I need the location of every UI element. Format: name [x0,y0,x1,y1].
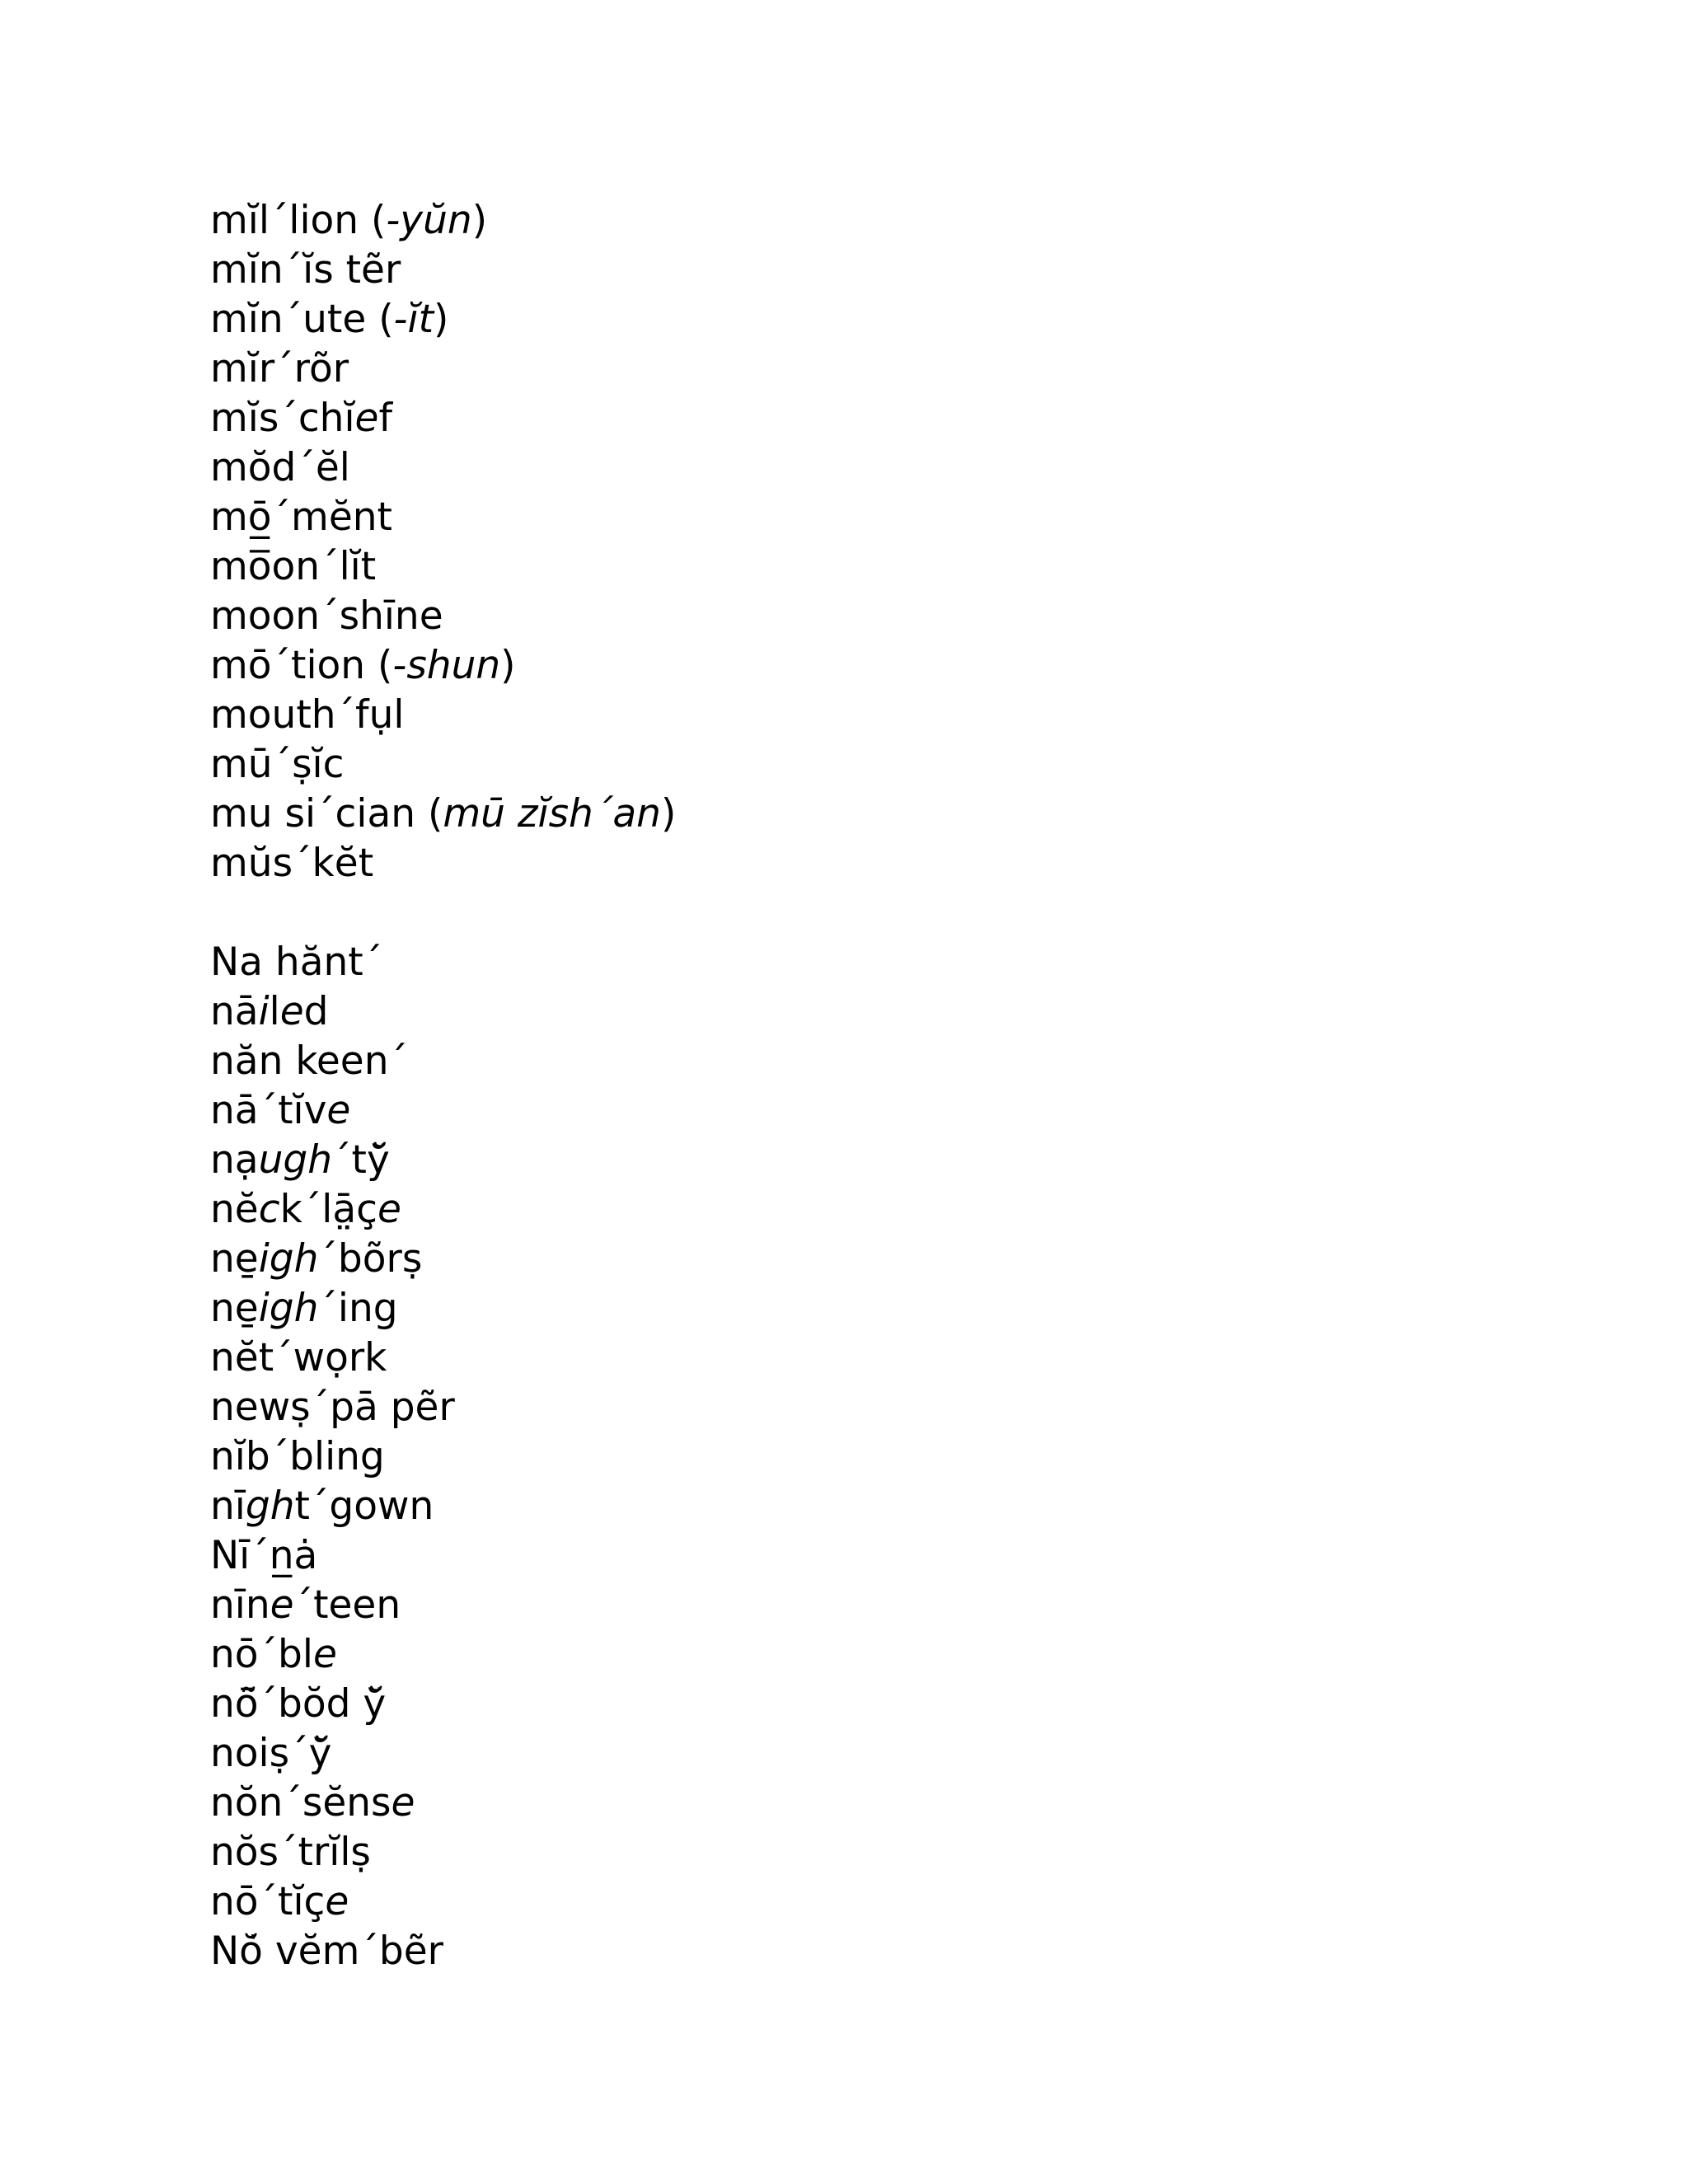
italic-silent-letters: e [391,1780,415,1825]
word-entry [210,542,1447,592]
word-entry [210,1779,1447,1828]
word-text: nĕt´wọrk [210,1335,387,1380]
word-entry [210,740,1447,790]
italic-silent-letters: e [279,989,304,1034]
word-text: nŏn´sĕns [210,1780,392,1825]
word-entry [210,1680,1447,1729]
word-entry [210,641,1447,691]
word-text: ) [500,643,516,688]
word-text: mō´tion ( [210,643,393,688]
word-text: d [303,989,329,1034]
italic-silent-letters: gh [245,1483,295,1529]
word-text: l [269,989,280,1034]
word-entry [210,1877,1447,1927]
word-text: mĭr´rõr [210,346,349,391]
word-text: k´lā̤ç [279,1187,377,1232]
word-entry [210,1333,1447,1383]
word-text: Nŏ̇ vĕm´bẽr [210,1929,443,1974]
word-text: ´tў̆ [332,1137,390,1183]
word-text: ne̱ [210,1286,259,1331]
word-text: nŏs´trĭlṣ [210,1830,371,1875]
word-text: ´teen [293,1582,401,1628]
word-entry [210,1284,1447,1333]
word-text: ) [660,791,677,837]
word-entry [210,1432,1447,1482]
word-entry [210,394,1447,443]
word-text: nō´tĭç [210,1879,326,1924]
word-text: năn keen´ [210,1038,408,1084]
word-text: ) [434,297,449,342]
word-entry [210,1581,1447,1630]
word-text: Nī´n̲ȧ [210,1533,318,1578]
word-text: nā´tĭv [210,1088,327,1133]
italic-silent-letters: e [325,1879,349,1924]
italic-silent-letters: c [258,1187,280,1232]
word-entry [210,1185,1447,1235]
word-text: nō̃´bŏd ў̆ [210,1681,387,1727]
word-text: t´gown [294,1483,434,1529]
word-entry [210,443,1447,493]
word-entry [210,1729,1447,1779]
word-entry [210,1531,1447,1581]
word-entry [210,1927,1447,1976]
word-entry [210,1482,1447,1531]
word-entry [210,246,1447,295]
word-entry [210,691,1447,740]
word-entry [210,196,1447,246]
italic-silent-letters: ugh [258,1137,333,1183]
italic-silent-letters: e [312,1632,337,1677]
word-entry [210,938,1447,987]
word-entry [210,295,1447,344]
italic-silent-letters: igh [258,1236,319,1282]
word-entry [210,1235,1447,1284]
word-text: nīn [210,1582,270,1628]
word-entry [210,1086,1447,1136]
word-entry [210,493,1447,542]
word-text: mouth´fụl [210,692,405,738]
word-text: moon´shīne [210,593,443,639]
italic-silent-letters: -shun [392,643,501,688]
word-text: nạ [210,1137,259,1183]
word-text: nā [210,989,259,1034]
word-text: noiṣ´ў̆ [210,1731,332,1776]
word-text: Na hănt´ [210,940,383,985]
word-text: mĭn´ĭs tẽr [210,247,401,293]
word-text: ne̱ [210,1236,259,1282]
word-text: mĭs´chĭ [210,396,355,441]
word-text: mō̲´mĕnt [210,494,392,540]
italic-silent-letters: igh [258,1286,319,1331]
word-text: nĕ [210,1187,259,1232]
word-entry [210,1383,1447,1432]
word-text: newṣ´pā pẽr [210,1385,455,1430]
italic-silent-letters: e [354,396,379,441]
pronunciation-word-list [210,196,1447,1976]
word-text: ´ing [318,1286,398,1331]
italic-silent-letters: -ĭt [393,297,434,342]
word-entry [210,1828,1447,1877]
italic-silent-letters: mū zĭsh´an [443,791,661,837]
section-spacer [210,888,1447,938]
word-text: mu si´cian ( [210,791,443,837]
word-text: nī [210,1483,246,1529]
word-text: mŭs´kĕt [210,841,374,886]
word-text: mo̅on´lĭt [210,544,377,589]
word-text: nĭb´bling [210,1434,385,1479]
word-entry [210,790,1447,839]
italic-silent-letters: i [258,989,270,1034]
italic-silent-letters: e [326,1088,351,1133]
word-text: f [378,396,392,441]
italic-silent-letters: -yŭn [386,198,472,243]
word-entry [210,1037,1447,1086]
word-entry [210,839,1447,888]
word-text: mĭl´lion ( [210,198,387,243]
word-text: nō´bl [210,1632,313,1677]
italic-silent-letters: e [270,1582,294,1628]
word-entry [210,1136,1447,1185]
word-entry [210,1630,1447,1680]
word-text: mū´ṣĭc [210,742,345,787]
word-entry [210,592,1447,641]
word-entry [210,987,1447,1037]
word-text: mĭn´ute ( [210,297,394,342]
word-text: ´bõrṣ [318,1236,423,1282]
word-text: mŏd´ĕl [210,445,350,490]
italic-silent-letters: e [377,1187,401,1232]
word-text: ) [471,198,488,243]
word-entry [210,344,1447,394]
